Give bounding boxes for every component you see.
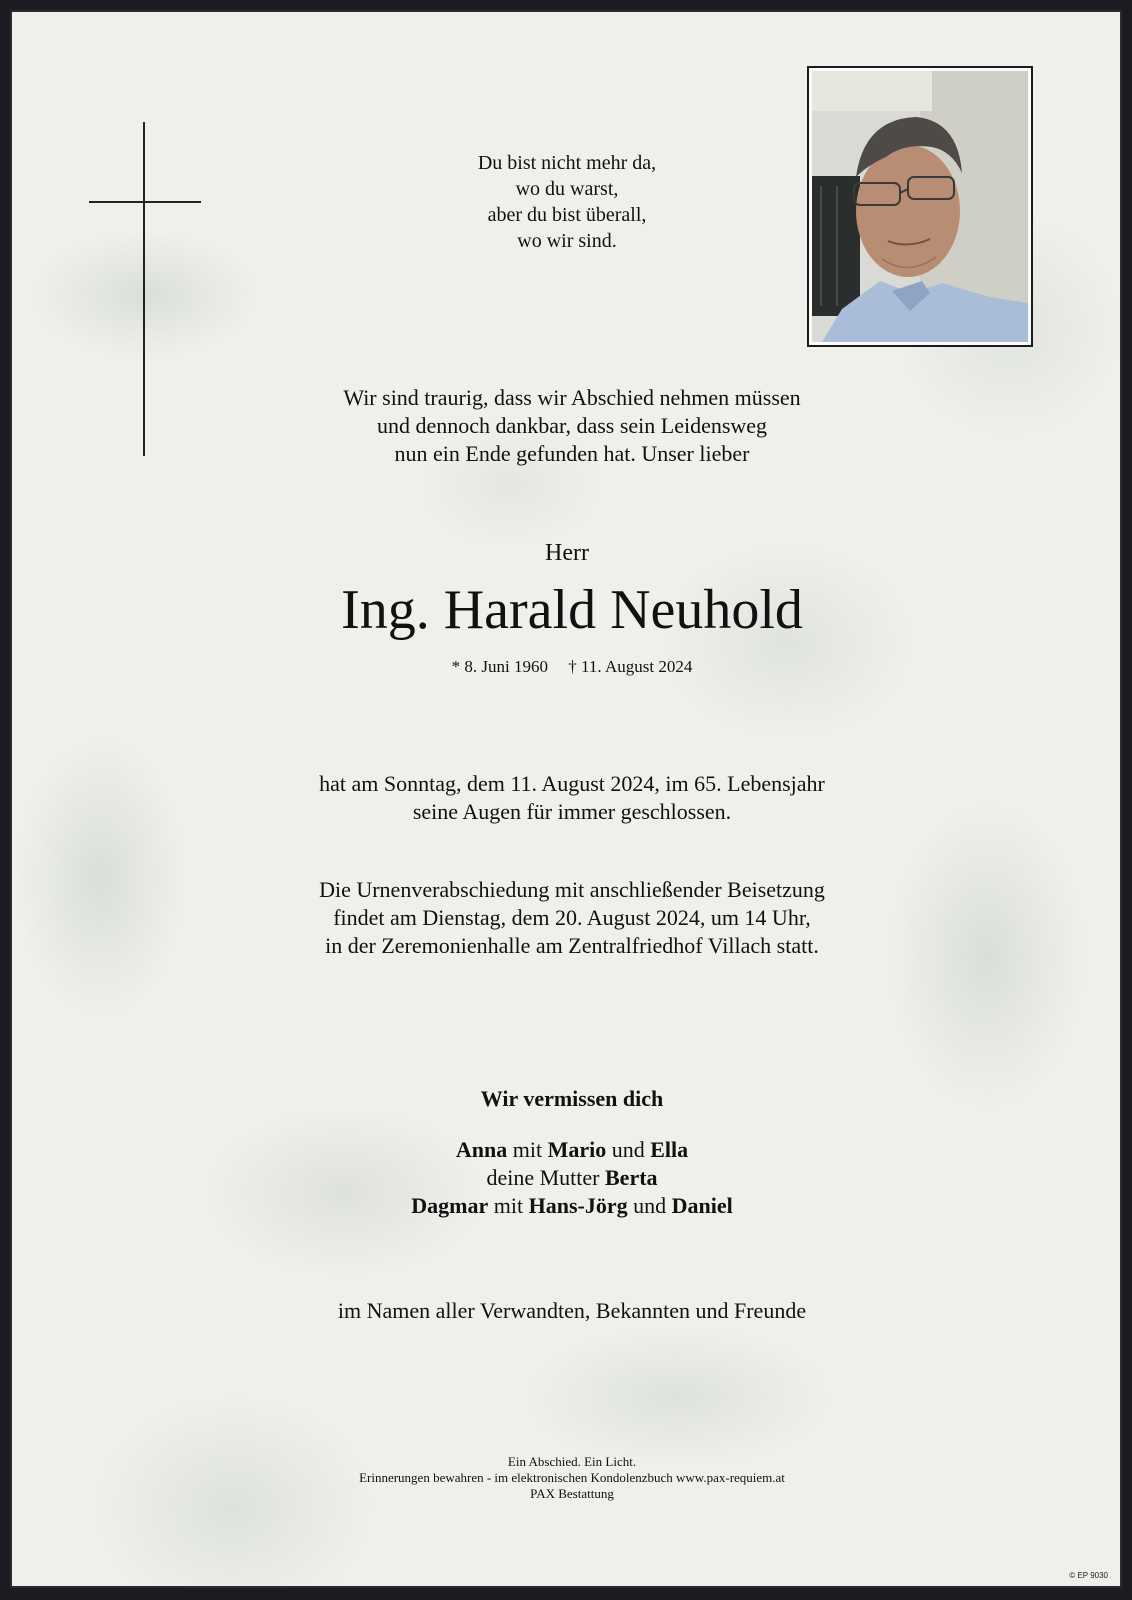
footer — [272, 1454, 872, 1502]
ceremony-line: in der Zeremonienhalle am Zentralfriedhof Villach statt. — [325, 933, 819, 958]
ceremony-line: findet am Dienstag, dem 20. August 2024, um 14 Uhr, — [333, 905, 811, 930]
passing-text — [172, 770, 972, 826]
copyright-mark: © EP 9030 — [1069, 1571, 1108, 1580]
footer-line: PAX Bestattung — [530, 1486, 614, 1501]
closing-text: im Namen aller Verwandten, Bekannten und Freunde — [337, 1298, 807, 1323]
mourners-list — [212, 1136, 932, 1220]
death-date: † 11. August 2024 — [568, 657, 693, 676]
intro-text — [222, 384, 922, 468]
intro-line: Wir sind traurig, dass wir Abschied nehmen müssen — [343, 385, 801, 410]
birth-date: * 8. Juni 1960 — [451, 657, 549, 676]
mourner-line: Anna mit Mario und Ella — [455, 1137, 689, 1162]
intro-line: nun ein Ende gefunden hat. Unser lieber — [394, 441, 750, 466]
mourner-line: deine Mutter Berta — [486, 1165, 658, 1190]
ceremony-text — [172, 876, 972, 960]
life-dates — [272, 657, 872, 677]
footer-line: Erinnerungen bewahren - im elektronischen Kondolenzbuch www.pax-requiem.at — [359, 1470, 785, 1485]
poem-line: aber du bist überall, — [487, 204, 647, 226]
mourners-heading: Wir vermissen dich — [480, 1086, 664, 1111]
passing-line: hat am Sonntag, dem 11. August 2024, im 65. Lebensjahr — [319, 771, 825, 796]
salutation: Herr — [545, 540, 589, 566]
intro-line: und dennoch dankbar, dass sein Leidensweg — [376, 413, 768, 438]
poem-line: wo du warst, — [515, 178, 619, 200]
obituary-page — [10, 10, 1122, 1588]
poem — [372, 150, 762, 254]
portrait-photo — [812, 71, 1028, 342]
passing-line: seine Augen für immer geschlossen. — [412, 799, 732, 824]
poem-line: wo wir sind. — [517, 230, 617, 252]
deceased-name: Ing. Harald Neuhold — [341, 579, 803, 641]
ceremony-line: Die Urnenverabschiedung mit anschließender Beisetzung — [319, 877, 825, 902]
portrait-photo-frame — [807, 66, 1033, 347]
poem-line: Du bist nicht mehr da, — [477, 152, 657, 174]
footer-line: Ein Abschied. Ein Licht. — [507, 1454, 637, 1469]
mourner-line: Dagmar mit Hans-Jörg und Daniel — [411, 1193, 733, 1218]
cross-icon — [89, 122, 201, 456]
